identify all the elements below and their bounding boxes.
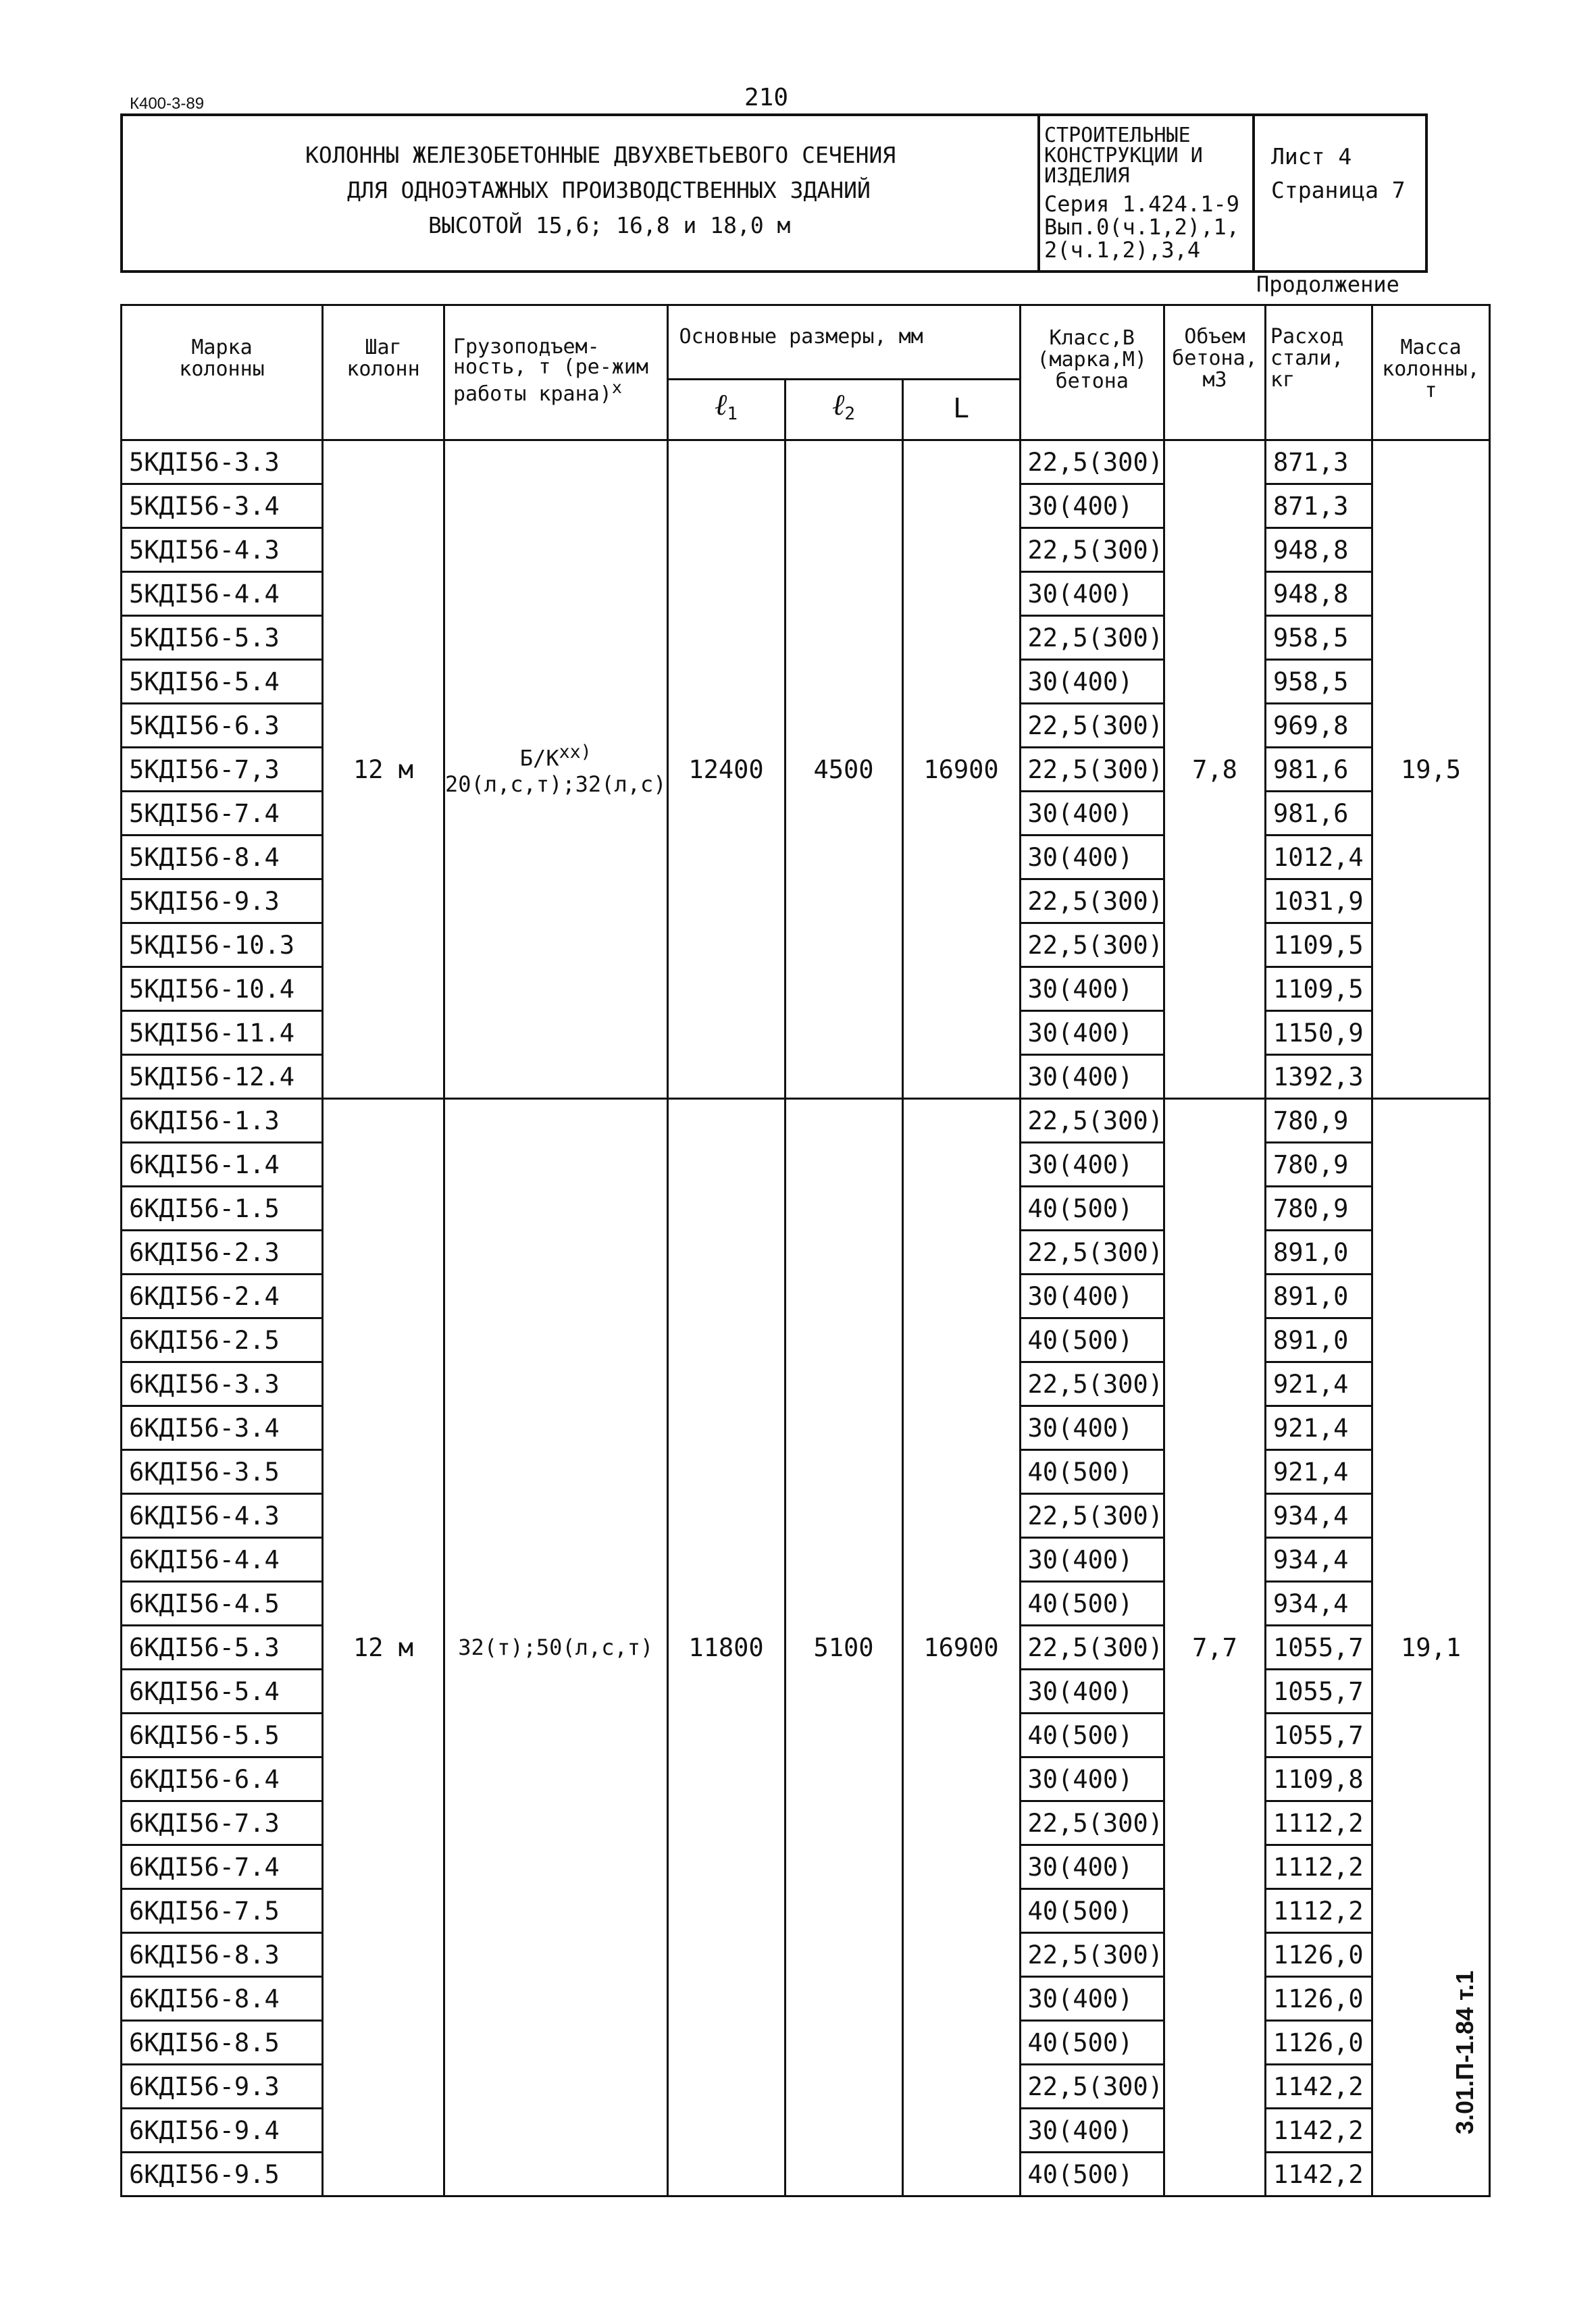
col-step-header: Шаг колонн — [323, 305, 444, 440]
cell-steel: 1392,3 — [1266, 1055, 1372, 1099]
cell-steel: 934,4 — [1266, 1538, 1372, 1582]
cell-mark: 6КДI56-9.4 — [122, 2109, 323, 2153]
col-capacity-header: Грузоподъем-ность, т (ре-жим работы крана)$^х$ — [444, 305, 668, 440]
cell-concrete-class: 22,5(300) — [1020, 1801, 1164, 1845]
cell-concrete-class: 40(500) — [1020, 1318, 1164, 1362]
title-line-3: ВЫСОТОЙ 15,6; 16,8 и 18,0 м — [428, 212, 791, 238]
cell-concrete-class: 30(400) — [1020, 1143, 1164, 1187]
cell-mark: 5КДI56-4.4 — [122, 572, 323, 616]
cell-mark: 5КДI56-3.3 — [122, 440, 323, 484]
cell-steel: 1055,7 — [1266, 1670, 1372, 1714]
cell-steel: 871,3 — [1266, 440, 1372, 484]
cell-mark: 6КДI56-4.5 — [122, 1582, 323, 1626]
cell-steel: 1112,2 — [1266, 1801, 1372, 1845]
col-volume-header: Объем бетона, м3 — [1164, 305, 1266, 440]
cell-concrete-class: 22,5(300) — [1020, 440, 1164, 484]
cell-mark: 5КДI56-9.3 — [122, 879, 323, 923]
col-dims-header: Основные размеры, мм — [667, 305, 1020, 380]
cell-mark: 5КДI56-10.3 — [122, 923, 323, 967]
cell-concrete-class: 22,5(300) — [1020, 1362, 1164, 1406]
cell-steel: 1112,2 — [1266, 1889, 1372, 1933]
cell-mark: 6КДI56-1.3 — [122, 1099, 323, 1143]
series-line-4: Серия 1.424.1-9 — [1044, 191, 1239, 217]
cell-concrete-class: 30(400) — [1020, 1406, 1164, 1450]
sheet-label: Лист 4 — [1271, 143, 1352, 170]
cell-mark: 6КДI56-9.5 — [122, 2153, 323, 2196]
cell-steel: 1109,8 — [1266, 1757, 1372, 1801]
cell-steel: 1142,2 — [1266, 2153, 1372, 2196]
cell-steel: 1150,9 — [1266, 1011, 1372, 1055]
cell-mark: 6КДI56-8.4 — [122, 1977, 323, 2021]
cell-steel: 1109,5 — [1266, 967, 1372, 1011]
cell-mark: 5КДI56-4.3 — [122, 528, 323, 572]
cell-steel: 934,4 — [1266, 1494, 1372, 1538]
cell-l2: 4500 — [785, 440, 902, 1099]
series-line-2: КОНСТРУКЦИИ И — [1044, 144, 1203, 168]
cell-l1: 12400 — [667, 440, 785, 1099]
cell-concrete-class: 22,5(300) — [1020, 616, 1164, 660]
cell-mass: 19,5 — [1372, 440, 1490, 1099]
col-class-header: Класс,В (марка,М) бетона — [1020, 305, 1164, 440]
title-divider-1 — [1037, 113, 1040, 273]
cell-concrete-class: 30(400) — [1020, 2109, 1164, 2153]
cell-step: 12 м — [323, 440, 444, 1099]
cell-steel: 871,3 — [1266, 484, 1372, 528]
page-number: 210 — [744, 84, 789, 111]
cell-steel: 1142,2 — [1266, 2109, 1372, 2153]
capacity-value: 32(т);50(л,с,т) — [458, 1635, 654, 1660]
page-label: Страница 7 — [1271, 177, 1406, 203]
cell-concrete-class: 22,5(300) — [1020, 923, 1164, 967]
cell-mark: 6КДI56-3.3 — [122, 1362, 323, 1406]
cell-mark: 6КДI56-8.3 — [122, 1933, 323, 1977]
capacity-mode-sup: хх) — [559, 742, 592, 763]
cell-concrete-class: 22,5(300) — [1020, 704, 1164, 748]
title-line-2: ДЛЯ ОДНОЭТАЖНЫХ ПРОИЗВОДСТВЕННЫХ ЗДАНИЙ — [347, 177, 871, 203]
cell-concrete-class: 30(400) — [1020, 484, 1164, 528]
cell-steel: 1126,0 — [1266, 1933, 1372, 1977]
series-line-6: 2(ч.1,2),3,4 — [1044, 237, 1201, 263]
cell-steel: 891,0 — [1266, 1318, 1372, 1362]
cell-mark: 6КДI56-1.4 — [122, 1143, 323, 1187]
cell-steel: 1012,4 — [1266, 835, 1372, 879]
cell-steel: 891,0 — [1266, 1275, 1372, 1318]
col-l1-header: ℓ$_1$ — [667, 380, 785, 440]
cell-concrete-class: 30(400) — [1020, 1275, 1164, 1318]
title-divider-2 — [1252, 113, 1255, 273]
cell-concrete-class: 40(500) — [1020, 2021, 1164, 2065]
cell-steel: 1126,0 — [1266, 2021, 1372, 2065]
cell-capacity — [444, 440, 668, 1099]
series-line-5: Вып.0(ч.1,2),1, — [1044, 214, 1239, 240]
cell-mark: 6КДI56-2.3 — [122, 1231, 323, 1275]
cell-l2: 5100 — [785, 1099, 902, 2196]
table-row — [122, 1099, 1490, 1143]
cell-steel: 958,5 — [1266, 660, 1372, 704]
cell-L: 16900 — [902, 440, 1020, 1099]
cell-mark: 5КДI56-7,3 — [122, 748, 323, 792]
cell-steel: 921,4 — [1266, 1362, 1372, 1406]
cell-concrete-class: 30(400) — [1020, 1845, 1164, 1889]
cell-mark: 5КДI56-5.4 — [122, 660, 323, 704]
cell-concrete-class: 30(400) — [1020, 1055, 1164, 1099]
cell-concrete-class: 40(500) — [1020, 1889, 1164, 1933]
cell-steel: 1126,0 — [1266, 1977, 1372, 2021]
cell-mark: 5КДI56-10.4 — [122, 967, 323, 1011]
cell-steel: 948,8 — [1266, 528, 1372, 572]
cell-concrete-class: 40(500) — [1020, 1714, 1164, 1757]
cell-mark: 6КДI56-4.4 — [122, 1538, 323, 1582]
cell-step: 12 м — [323, 1099, 444, 2196]
cell-concrete-class: 22,5(300) — [1020, 528, 1164, 572]
col-l2-header: ℓ$_2$ — [785, 380, 902, 440]
cell-steel: 969,8 — [1266, 704, 1372, 748]
cell-concrete-class: 30(400) — [1020, 792, 1164, 835]
title-line-1: КОЛОННЫ ЖЕЛЕЗОБЕТОННЫЕ ДВУХВЕТЬЕВОГО СЕЧЕНИЯ — [305, 142, 896, 168]
capacity-mode-text: Б/К — [519, 745, 559, 771]
col-mark-header: Марка колонны — [122, 305, 323, 440]
cell-L: 16900 — [902, 1099, 1020, 2196]
cell-concrete-class: 30(400) — [1020, 1538, 1164, 1582]
cell-concrete-class: 30(400) — [1020, 1977, 1164, 2021]
cell-concrete-class: 40(500) — [1020, 1582, 1164, 1626]
cell-steel: 1031,9 — [1266, 879, 1372, 923]
columns-table — [120, 304, 1491, 2197]
cell-mark: 5КДI56-7.4 — [122, 792, 323, 835]
cell-steel: 780,9 — [1266, 1187, 1372, 1231]
cell-concrete-class: 22,5(300) — [1020, 1494, 1164, 1538]
series-line-1: СТРОИТЕЛЬНЫЕ — [1044, 124, 1191, 147]
cell-mark: 5КДI56-11.4 — [122, 1011, 323, 1055]
cell-mark: 6КДI56-3.4 — [122, 1406, 323, 1450]
cell-concrete-class: 40(500) — [1020, 1187, 1164, 1231]
cell-steel: 948,8 — [1266, 572, 1372, 616]
cell-concrete-class: 40(500) — [1020, 1450, 1164, 1494]
side-code: 3.01.П-1.84 т.1 — [1451, 1970, 1478, 2134]
table-row — [122, 440, 1490, 484]
cell-capacity — [444, 1099, 668, 2196]
cell-mark: 6КДI56-7.3 — [122, 1801, 323, 1845]
cell-concrete-class: 30(400) — [1020, 660, 1164, 704]
continuation-label: Продолжение — [1256, 272, 1399, 297]
cell-mark: 6КДI56-8.5 — [122, 2021, 323, 2065]
cell-mark: 6КДI56-4.3 — [122, 1494, 323, 1538]
cell-volume: 7,8 — [1164, 440, 1266, 1099]
cell-mark: 6КДI56-2.4 — [122, 1275, 323, 1318]
cell-steel: 780,9 — [1266, 1143, 1372, 1187]
cell-mark: 5КДI56-12.4 — [122, 1055, 323, 1099]
cell-steel: 1112,2 — [1266, 1845, 1372, 1889]
cell-steel: 1055,7 — [1266, 1626, 1372, 1670]
cell-concrete-class: 22,5(300) — [1020, 748, 1164, 792]
cell-concrete-class: 30(400) — [1020, 835, 1164, 879]
cell-steel: 921,4 — [1266, 1406, 1372, 1450]
cell-mark: 6КДI56-5.5 — [122, 1714, 323, 1757]
cell-concrete-class: 22,5(300) — [1020, 2065, 1164, 2109]
capacity-mode — [445, 742, 667, 771]
cell-concrete-class: 40(500) — [1020, 2153, 1164, 2196]
cell-mark: 5КДI56-3.4 — [122, 484, 323, 528]
cell-concrete-class: 22,5(300) — [1020, 1231, 1164, 1275]
cell-steel: 981,6 — [1266, 748, 1372, 792]
cell-mark: 6КДI56-5.4 — [122, 1670, 323, 1714]
cell-steel: 981,6 — [1266, 792, 1372, 835]
cell-steel: 1055,7 — [1266, 1714, 1372, 1757]
col-steel-header: Расход стали, кг — [1266, 305, 1372, 440]
cell-mark: 6КДI56-7.5 — [122, 1889, 323, 1933]
cell-concrete-class: 22,5(300) — [1020, 1933, 1164, 1977]
cell-concrete-class: 22,5(300) — [1020, 1626, 1164, 1670]
cell-steel: 1142,2 — [1266, 2065, 1372, 2109]
cell-mark: 6КДI56-9.3 — [122, 2065, 323, 2109]
cell-mark: 6КДI56-3.5 — [122, 1450, 323, 1494]
cell-mark: 6КДI56-7.4 — [122, 1845, 323, 1889]
cell-steel: 921,4 — [1266, 1450, 1372, 1494]
cell-steel: 891,0 — [1266, 1231, 1372, 1275]
cell-mark: 5КДI56-5.3 — [122, 616, 323, 660]
cell-concrete-class: 22,5(300) — [1020, 1099, 1164, 1143]
capacity-value: 20(л,с,т);32(л,с) — [445, 771, 667, 797]
cell-mass: 19,1 — [1372, 1099, 1490, 2196]
cell-steel: 934,4 — [1266, 1582, 1372, 1626]
col-mass-header: Масса колонны, т — [1372, 305, 1490, 440]
cell-concrete-class: 22,5(300) — [1020, 879, 1164, 923]
series-line-3: ИЗДЕЛИЯ — [1044, 164, 1130, 188]
cell-mark: 5КДI56-6.3 — [122, 704, 323, 748]
cell-concrete-class: 30(400) — [1020, 1757, 1164, 1801]
cell-concrete-class: 30(400) — [1020, 967, 1164, 1011]
cell-mark: 6КДI56-1.5 — [122, 1187, 323, 1231]
cell-l1: 11800 — [667, 1099, 785, 2196]
cell-mark: 6КДI56-6.4 — [122, 1757, 323, 1801]
doc-code: К400-3-89 — [130, 95, 205, 113]
cell-mark: 5КДI56-8.4 — [122, 835, 323, 879]
cell-steel: 780,9 — [1266, 1099, 1372, 1143]
cell-steel: 958,5 — [1266, 616, 1372, 660]
cell-concrete-class: 30(400) — [1020, 1011, 1164, 1055]
cell-concrete-class: 30(400) — [1020, 1670, 1164, 1714]
cell-volume: 7,7 — [1164, 1099, 1266, 2196]
cell-mark: 6КДI56-2.5 — [122, 1318, 323, 1362]
col-L-header: L — [902, 380, 1020, 440]
cell-steel: 1109,5 — [1266, 923, 1372, 967]
cell-mark: 6КДI56-5.3 — [122, 1626, 323, 1670]
cell-concrete-class: 30(400) — [1020, 572, 1164, 616]
